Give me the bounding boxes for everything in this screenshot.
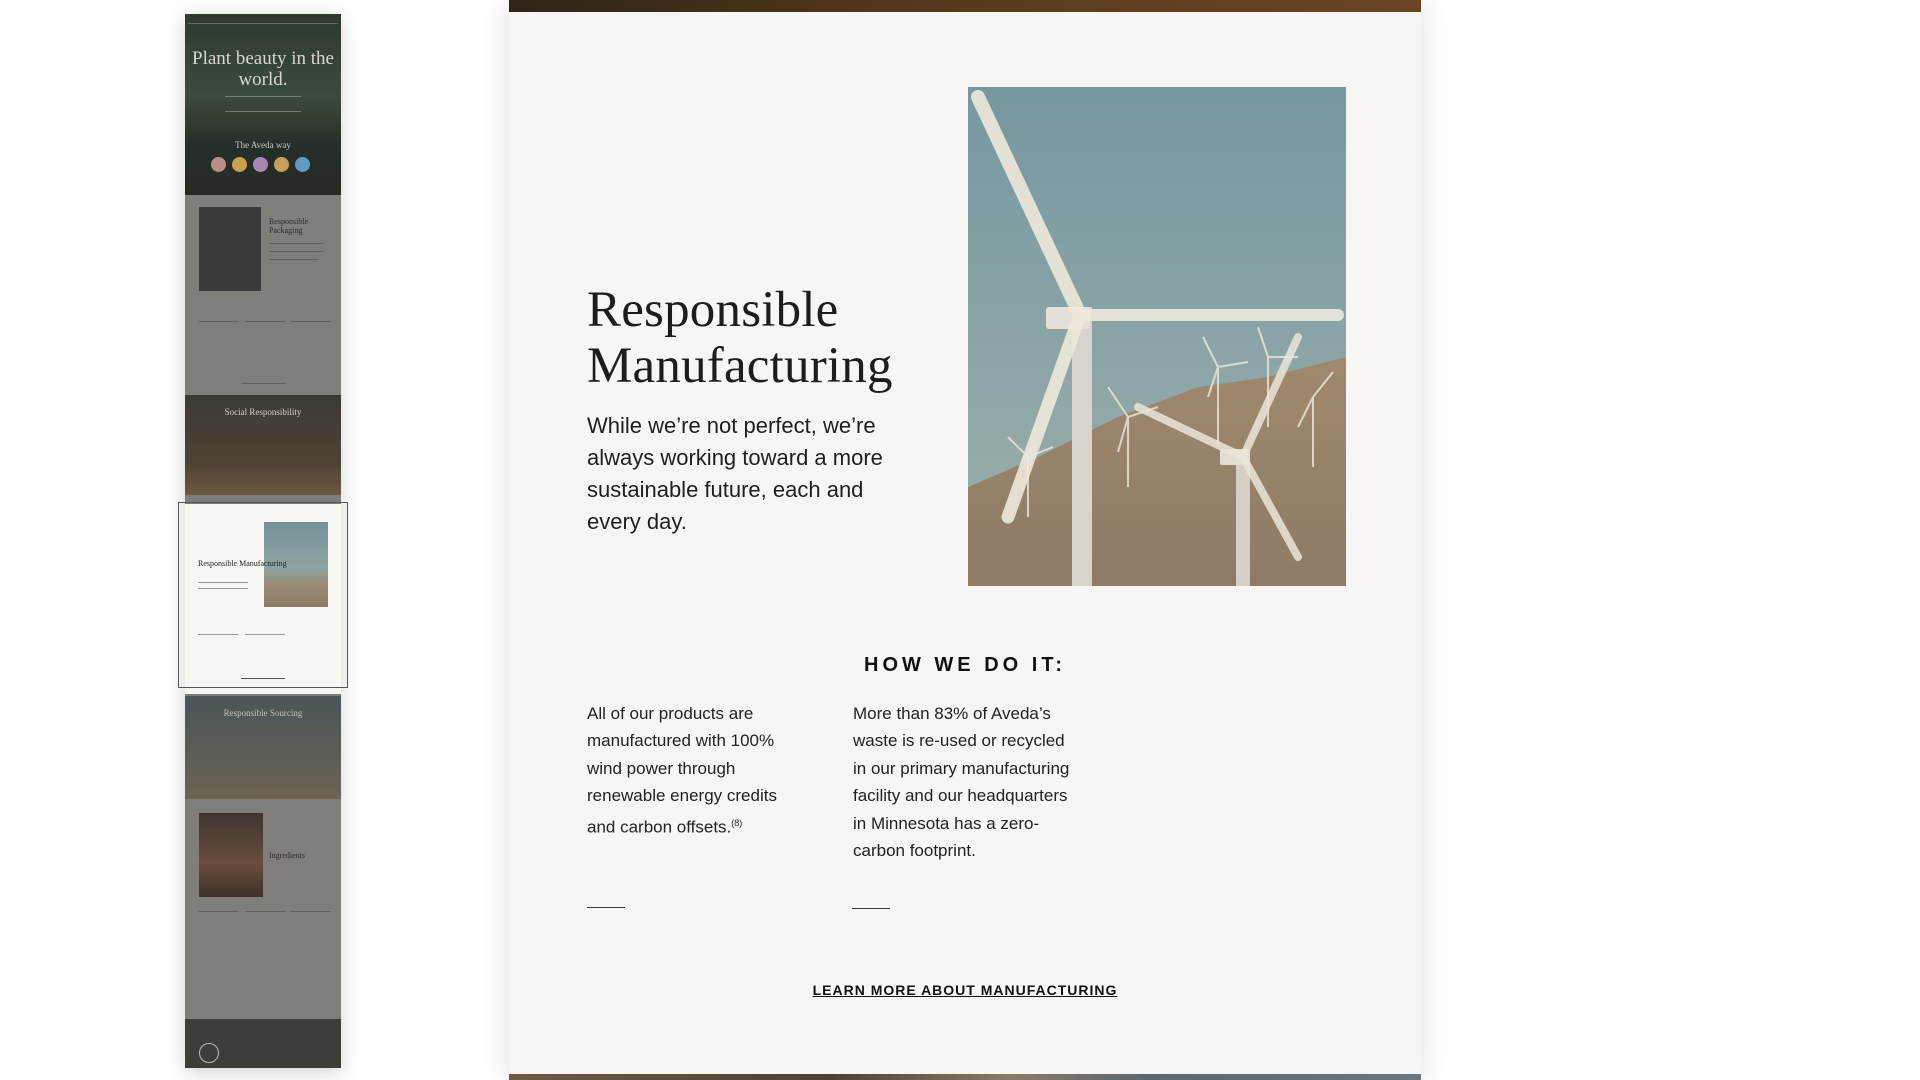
point-waste-recycling [853, 700, 1078, 864]
minimap-social-section[interactable] [185, 395, 341, 495]
minimap-social-title: Social Responsibility [224, 407, 302, 417]
learn-more-manufacturing-link-wrap [509, 982, 1421, 998]
minimap-way-icon [274, 157, 289, 172]
minimap-ingredients-title: Ingredients [269, 851, 305, 860]
minimap-manufacturing-title: Responsible Manufacturing [198, 559, 287, 568]
minimap-aveda-way-title: The Aveda way [235, 140, 291, 150]
minimap-viewport-indicator[interactable] [178, 502, 348, 688]
minimap-way-icon [211, 157, 226, 172]
point-divider [852, 908, 890, 909]
minimap-packaging-section[interactable] [185, 195, 341, 395]
previous-section-edge [509, 0, 1421, 12]
footnote-marker[interactable]: (8) [731, 817, 743, 828]
minimap-ingredients-image [199, 813, 263, 897]
minimap-ingredients-section[interactable] [185, 799, 341, 1019]
point-wind-power-text: All of our products are manufactured with 100% wind power through renewable energy credits and carbon offsets. [587, 704, 777, 837]
minimap-cta-line [241, 383, 285, 384]
minimap-text-line [245, 911, 285, 912]
minimap-text-line [269, 251, 324, 252]
minimap-way-icon [232, 157, 247, 172]
section-title: Responsible Manufacturing [587, 282, 893, 394]
minimap-hero-section[interactable] [185, 14, 341, 195]
minimap-text-line [269, 259, 319, 260]
minimap-packaging-title: Responsible Packaging [269, 217, 309, 235]
minimap-way-icon [253, 157, 268, 172]
minimap-text-line [245, 321, 285, 322]
minimap-packaging-image [199, 207, 261, 291]
minimap-footer[interactable] [185, 1019, 341, 1068]
minimap-footer-seal-icon [199, 1043, 219, 1063]
point-wind-power [587, 700, 802, 841]
wind-turbines-illustration [968, 87, 1346, 586]
minimap-sourcing-section[interactable] [185, 696, 341, 799]
minimap-aveda-way-icons [211, 157, 310, 172]
minimap-text-line [269, 243, 324, 244]
minimap-hero-subtext [225, 96, 301, 112]
minimap-text-line [199, 321, 239, 322]
section-intro: While we’re not perfect, we’re always working toward a more sustainable future, each and every day. [587, 413, 883, 534]
minimap-text-line [291, 911, 331, 912]
point-divider [587, 907, 625, 908]
minimap-nav-bar [188, 17, 338, 24]
minimap-text-line [199, 911, 239, 912]
minimap-text-line [291, 321, 331, 322]
learn-more-manufacturing-link[interactable]: LEARN MORE ABOUT MANUFACTURING [812, 982, 1118, 998]
minimap-sourcing-title: Responsible Sourcing [223, 708, 303, 718]
next-section-edge [509, 1074, 1421, 1080]
minimap-way-icon [295, 157, 310, 172]
wind-turbines-photo [968, 87, 1346, 586]
how-we-do-it-heading: HOW WE DO IT: [864, 654, 1066, 676]
point-waste-recycling-text: More than 83% of Aveda’s waste is re-used or recycled in our primary manufacturing facility and our headquarters in Minnesota has a zero-carbon footprint. [853, 704, 1070, 861]
manufacturing-section [509, 0, 1421, 1080]
minimap-hero-title: Plant beauty in the world. [192, 48, 334, 90]
